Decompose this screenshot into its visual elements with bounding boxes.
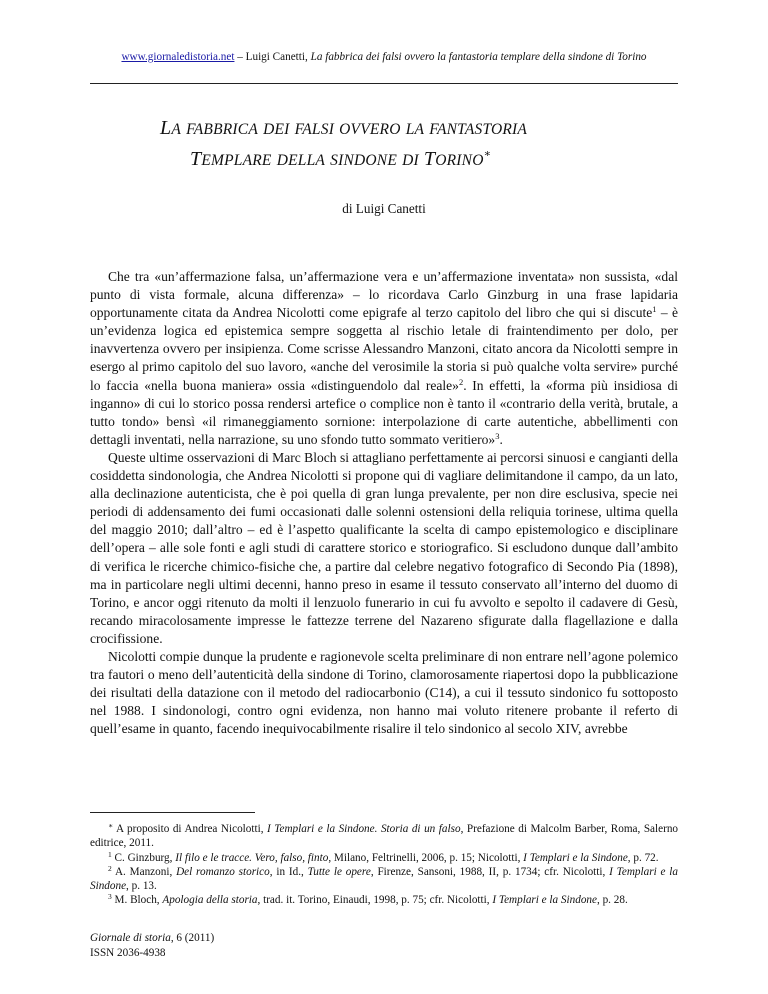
footnote-mark: 3 <box>108 892 112 902</box>
footnote-ref-3[interactable]: 3 <box>495 430 500 441</box>
header-author: Luigi Canetti, <box>245 51 311 63</box>
title-line-2 <box>160 142 660 173</box>
footnote-text: C. Ginzburg, <box>111 851 176 864</box>
footnote-text: A. Manzoni, <box>111 865 177 878</box>
paragraph-1-part-3: . In effetti, la «forma più insidiosa di inganno» di cui lo storico possa rendersi artefice o complice non è tanto il «contrario della verità, brutale, a tutto tondo» bensì «il rimaneggiamento sornione: interpolazione di carte autentiche, abbellimenti con dettagli inventati, nella narrazione, su uno sfondo tutto sommato veritiero» <box>90 377 679 447</box>
journal-citation <box>90 931 214 946</box>
footnote-book-title: Del romanzo storico <box>176 865 270 878</box>
footnotes <box>90 822 678 908</box>
footnote-book-title: Tutte le opere <box>307 865 371 878</box>
paragraph-1-part-1: Che tra «un’affermazione falsa, un’affermazione vera e un’affermazione inventata» non sussista, «dal punto di vista formale, alcuna differenza» – lo ricordava Carlo Ginzburg in una frase lapidaria opportunamente citata da Andrea Nicolotti come epigrafe al terzo capitolo del libro che qui si discute <box>90 269 678 321</box>
byline: di Luigi Canetti <box>342 201 426 216</box>
title-footnote-mark[interactable]: ∗ <box>483 148 492 160</box>
footnote-text: , in Id., <box>269 865 308 878</box>
header-rule <box>90 83 678 84</box>
footnote-text: A proposito di Andrea Nicolotti, <box>113 823 268 835</box>
footnote-star <box>90 822 678 851</box>
issn: ISSN 2036-4938 <box>90 946 166 959</box>
footnote-text: , Milano, Feltrinelli, 2006, p. 15; Nicolotti, <box>328 851 524 864</box>
title-line-2-text: TEMPLARE DELLA SINDONE DI TORINO <box>190 148 484 170</box>
footnote-text: , Prefazione di Malcolm Barber, Roma, Salerno editrice, 2011. <box>90 823 679 850</box>
header-separator: – <box>234 51 246 63</box>
article-title <box>160 116 660 173</box>
footnote-book-title: Il filo e le tracce. Vero, falso, finto <box>175 851 329 864</box>
footnote-text: , p. 13. <box>126 880 157 893</box>
journal-name: Giornale di storia <box>90 932 171 944</box>
paragraph-2: Queste ultime osservazioni di Marc Bloch si attagliano perfettamente ai percorsi sinuosi e cangianti della cosiddetta sindonologia, che Andrea Nicolotti si propone qui di vagliare delimitandone il campo, da un lato, alla declinazione autenticista, che è poi quella di gran lunga prevalente, per non dire esclusiva, specie nei periodi di addensamento dei fumi occasionati dalle solenni ostensioni della reliquia torinese, ultima quella del maggio 2010; dall’altro – ed è l’aspetto qualificante la scelta di campo epistemologico e disciplinare dell’opera – alle sole fonti e agli studi di carattere storico e storiografico. Si escludono dunque dall’ambito di verifica le ricerche chimico-fisiche che, a partire dal celebre negativo fotografico di Secondo Pia (1898), ma in particolare negli ultimi decenni, hanno preso in esame il tessuto conservato all’interno del duomo di Torino, e ancor oggi ritenuto da molti il lenzuolo funerario in cui fu avvolto e sepolto il cadavere di Gesù, recando miracolosamente impresse le fattezze terrene del Nazareno sfigurate dalla flagellazione e dalla crocifissione. <box>90 449 678 646</box>
page-footer <box>90 931 214 960</box>
journal-issue: , 6 (2011) <box>170 932 215 944</box>
site-link[interactable]: www.giornaledistoria.net <box>121 51 235 63</box>
footnote-book-title: I Templari e la Sindone. Storia di un falso <box>267 823 461 835</box>
footnote-text: , trad. it. Torino, Einaudi, 1998, p. 75; cfr. Nicolotti, <box>257 894 493 907</box>
header-article-title: La fabbrica dei falsi ovvero la fantastoria templare della sindone di Torino <box>310 51 647 63</box>
footnote-mark: ∗ <box>108 821 114 830</box>
footnote-1 <box>90 851 678 865</box>
footnote-rule <box>90 812 255 813</box>
footnote-book-title: I Templari e la Sindone <box>492 894 597 907</box>
paragraph-1 <box>90 268 678 449</box>
footnote-text: M. Bloch, <box>111 894 163 907</box>
footnote-book-title: I Templari e la Sindone <box>523 851 628 864</box>
footnote-book-title: Apologia della storia <box>162 894 258 907</box>
footnote-text: , p. 28. <box>596 894 628 907</box>
title-line-1: LA FABBRICA DEI FALSI OVVERO LA FANTASTORIA <box>160 117 528 139</box>
footnote-text: , Firenze, Sansoni, 1988, II, p. 1734; cfr. Nicolotti, <box>370 865 610 878</box>
footnote-mark: 2 <box>108 863 112 873</box>
footnote-text: , p. 72. <box>627 851 659 864</box>
article-body <box>90 268 678 738</box>
running-header <box>90 50 678 65</box>
paragraph-1-part-4: . <box>499 431 503 447</box>
footnote-3 <box>90 893 678 907</box>
paragraph-3: Nicolotti compie dunque la prudente e ragionevole scelta preliminare di non entrare nell’agone polemico tra fautori o meno dell’autenticità della sindone di Torino, clamorosamente riapertosi dopo la pubblicazione dei risultati della datazione con il metodo del radiocarbonio (C14), a cui il tessuto sindonico fu sottoposto nel 1988. I sindonologi, contro ogni evidenza, non hanno mai voluto ritenere probante il referto di quell’esame in quanto, facendo inequivocabilmente risalire il telo sindonico al secolo XIV, avrebbe <box>90 648 678 737</box>
paragraph-1-part-2: – è un’evidenza logica ed epistemica sempre soggetta al rischio letale di fraintendimento per dolo, per inavvertenza ovvero per insipienza. Come scrisse Alessandro Manzoni, citato ancora da Nicolotti sempre in esergo al primo capitolo del suo lavoro, «anche del verosimile la storia si può qualche volta servire» purché lo faccia «nella buona maniera» ossia «distinguendolo dal reale» <box>90 305 679 393</box>
footnote-2 <box>90 865 678 894</box>
footnote-ref-1[interactable]: 1 <box>652 304 657 315</box>
footnote-book-title: I Templari e la Sindone <box>90 865 679 893</box>
footnote-ref-2[interactable]: 2 <box>458 376 464 387</box>
footnote-mark: 1 <box>108 849 112 859</box>
